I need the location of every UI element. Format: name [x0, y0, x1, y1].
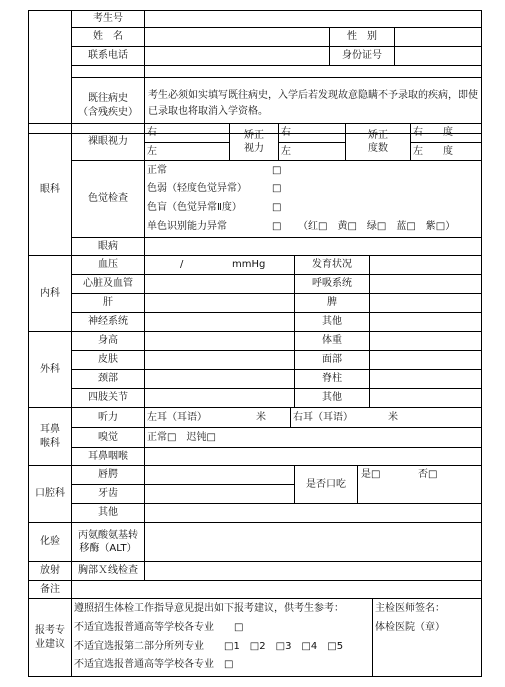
- label-oral-other: [71, 503, 145, 523]
- field-oral-other[interactable]: [144, 503, 482, 523]
- text: 脊柱: [322, 373, 342, 385]
- text: 喉科: [40, 437, 60, 449]
- text: 呼吸系统: [312, 278, 352, 290]
- field-skin[interactable]: [144, 350, 295, 370]
- text: 是否口吃: [306, 478, 346, 490]
- suggestion-option-3[interactable]: 不适宜选报普通高等学校各专业 □: [74, 659, 234, 670]
- text: 眼科: [40, 183, 60, 195]
- label-nerve: [71, 312, 145, 332]
- checkbox-color-blind[interactable]: □: [272, 202, 282, 213]
- label-ent-throat: [71, 447, 145, 466]
- stutter-yes[interactable]: 是□: [361, 469, 381, 480]
- label-internal-other: [294, 312, 370, 332]
- text: 皮肤: [98, 354, 118, 366]
- text: 身份证号: [342, 50, 382, 62]
- checkbox-color-mono[interactable]: □: [272, 221, 282, 232]
- field-lip[interactable]: [144, 465, 295, 485]
- label-bp: [71, 255, 145, 275]
- text: 业建议: [35, 638, 65, 650]
- label-surgery-other: [294, 388, 370, 408]
- field-bp[interactable]: [144, 255, 295, 275]
- text: 面部: [322, 354, 342, 366]
- color-options[interactable]: （红□ 黄□ 绿□ 蓝□ 紫□）: [298, 221, 456, 232]
- label-smell: [71, 427, 145, 448]
- text: 胸部Ｘ线检查: [78, 565, 138, 577]
- text: 备注: [40, 583, 60, 595]
- field-internal-other[interactable]: [369, 312, 482, 332]
- text: 度数: [368, 143, 388, 154]
- field-height[interactable]: [144, 331, 295, 351]
- checkbox-color-normal[interactable]: □: [272, 165, 282, 176]
- text: 身高: [98, 335, 118, 347]
- text: 矫正: [368, 129, 388, 141]
- text: 姓 名: [93, 31, 123, 43]
- label-eye-disease: [71, 237, 145, 256]
- text: 唇腭: [98, 469, 118, 481]
- field-heart[interactable]: [144, 274, 295, 294]
- text: 眼病: [98, 240, 118, 252]
- text: 考生号: [93, 13, 123, 25]
- text: 血压: [98, 259, 118, 271]
- field-deg-left[interactable]: [410, 142, 482, 161]
- label-liver: [71, 293, 145, 313]
- text: 左: [281, 145, 291, 157]
- label-exam-no: [71, 10, 145, 28]
- label-spine: [294, 369, 370, 389]
- text: 体重: [322, 335, 342, 347]
- bp-slash: /: [180, 259, 184, 270]
- field-name[interactable]: [144, 27, 330, 47]
- field-corr-right[interactable]: [278, 123, 346, 143]
- field-ent-throat[interactable]: [144, 447, 482, 466]
- section-suggestion: [28, 598, 72, 677]
- label-development: [294, 255, 370, 275]
- suggestion-option-2[interactable]: 不适宜选报第二部分所列专业 □1 □2 □3 □4 □5: [74, 641, 344, 652]
- color-normal: 正常: [147, 165, 167, 176]
- field-smell[interactable]: [144, 427, 482, 448]
- field-naked-right[interactable]: [144, 123, 230, 143]
- color-blind: 色盲（色觉异常Ⅱ度）: [147, 202, 242, 213]
- text: 左: [147, 145, 157, 157]
- field-chest-xray[interactable]: [144, 561, 482, 581]
- label-heart: [71, 274, 145, 294]
- field-nerve[interactable]: [144, 312, 295, 332]
- field-weight[interactable]: [369, 331, 482, 351]
- field-respiratory[interactable]: [369, 274, 482, 294]
- text: 报考专: [35, 625, 65, 636]
- field-alt[interactable]: [144, 522, 482, 562]
- field-corr-left[interactable]: [278, 142, 346, 161]
- field-spleen[interactable]: [369, 293, 482, 313]
- text: 矫正: [244, 129, 264, 141]
- text: 神经系统: [88, 316, 128, 328]
- text: 心脏及血管: [83, 278, 133, 290]
- text: 颈部: [98, 373, 118, 385]
- section-surgery: [28, 331, 72, 408]
- text: 性 别: [347, 31, 377, 43]
- field-teeth[interactable]: [144, 484, 295, 504]
- label-color-test: [71, 160, 145, 238]
- text: 裸眼视力: [88, 136, 128, 148]
- label-gender: [329, 27, 395, 47]
- text: 化验: [40, 536, 60, 548]
- text: 外科: [40, 363, 60, 375]
- text: （含残疾史）: [78, 106, 138, 118]
- label-weight: [294, 331, 370, 351]
- label-limbs: [71, 388, 145, 408]
- field-remarks[interactable]: [71, 580, 482, 599]
- text: 放射: [40, 565, 60, 577]
- text: 脾: [327, 297, 337, 309]
- suggestion-option-1[interactable]: 不适宜选报普通高等学校各专业 □: [74, 622, 244, 633]
- field-eye-disease[interactable]: [144, 237, 482, 256]
- text: 牙齿: [98, 488, 118, 500]
- label-face: [294, 350, 370, 370]
- field-naked-left[interactable]: [144, 142, 230, 161]
- stutter-no[interactable]: 否□: [418, 469, 438, 480]
- field-id[interactable]: [394, 46, 482, 66]
- field-gender[interactable]: [394, 27, 482, 47]
- text: 左 度: [413, 145, 453, 157]
- label-respiratory: [294, 274, 370, 294]
- label-height: [71, 331, 145, 351]
- text: 嗅觉: [98, 431, 118, 443]
- label-name: [71, 27, 145, 47]
- header-left-blank: [28, 10, 72, 134]
- text: 内科: [40, 287, 60, 299]
- field-phone[interactable]: [144, 46, 330, 66]
- text: 耳鼻咽喉: [88, 450, 128, 462]
- left-ear-unit: 米: [256, 412, 266, 423]
- section-oral: [28, 465, 72, 523]
- label-spleen: [294, 293, 370, 313]
- label-corr-degree: [345, 123, 411, 161]
- text: 移酶（ALT）: [79, 543, 137, 554]
- section-lab: [28, 522, 72, 562]
- field-neck[interactable]: [144, 369, 295, 389]
- text: 听力: [98, 411, 118, 423]
- label-phone: [71, 46, 145, 66]
- text: 其他: [322, 392, 342, 404]
- text: 其他: [322, 316, 342, 328]
- label-neck: [71, 369, 145, 389]
- suggestion-intro: 遵照招生体检工作指导意见提出如下报考建议，供考生参考：: [74, 603, 344, 614]
- text: 右 度: [413, 127, 453, 139]
- text: 口腔科: [35, 488, 65, 500]
- section-ent: [28, 407, 72, 466]
- text: 四肢关节: [88, 392, 128, 404]
- label-stutter: [294, 465, 358, 504]
- text: 右: [281, 127, 291, 139]
- label-naked-vision: [71, 123, 145, 161]
- field-face[interactable]: [369, 350, 482, 370]
- text: 右: [147, 127, 157, 139]
- label-corrected-vision: [229, 123, 279, 161]
- checkbox-color-weak[interactable]: □: [272, 183, 282, 194]
- section-radiology: [28, 561, 72, 581]
- label-chest-xray: [71, 561, 145, 581]
- field-limbs[interactable]: [144, 388, 295, 408]
- field-exam-no[interactable]: [144, 10, 482, 28]
- text: 色觉检查: [88, 193, 128, 205]
- text: 既往病史: [88, 93, 128, 104]
- color-mono: 单色识别能力异常: [147, 221, 227, 232]
- field-deg-right[interactable]: [410, 123, 482, 143]
- label-alt: [71, 522, 145, 562]
- text: 联系电话: [88, 50, 128, 62]
- text: 丙氨酸氨基转: [78, 529, 138, 541]
- right-ear-label: 右耳（耳语）: [293, 412, 353, 423]
- text: 其他: [98, 507, 118, 519]
- section-internal: [28, 255, 72, 332]
- text: 耳鼻: [40, 424, 60, 435]
- field-surgery-other[interactable]: [369, 388, 482, 408]
- left-ear-label: 左耳（耳语）: [147, 412, 207, 423]
- text: 发育状况: [312, 259, 352, 271]
- field-spine[interactable]: [369, 369, 482, 389]
- field-development[interactable]: [369, 255, 482, 275]
- label-lip: [71, 465, 145, 485]
- text: 肝: [103, 297, 113, 309]
- history-note: 考生必须如实填写既往病史，入学后若发现故意隐瞒不予录取的疾病，即使已录取也将取消入学资格。: [148, 90, 478, 117]
- label-id: [329, 46, 395, 66]
- text: 视力: [244, 143, 264, 154]
- hospital-stamp-label: 体检医院（章）: [375, 622, 445, 633]
- label-teeth: [71, 484, 145, 504]
- label-skin: [71, 350, 145, 370]
- color-weak: 色弱（轻度色觉异常）: [147, 183, 247, 194]
- label-hearing: [71, 407, 145, 428]
- field-liver[interactable]: [144, 293, 295, 313]
- smell-options[interactable]: 正常□ 迟钝□: [147, 431, 216, 443]
- bp-unit: mmHg: [232, 259, 266, 270]
- doctor-signature-label: 主检医师签名：: [375, 603, 445, 614]
- section-eye: [28, 123, 72, 256]
- right-ear-unit: 米: [388, 412, 398, 423]
- label-remarks: [28, 580, 72, 599]
